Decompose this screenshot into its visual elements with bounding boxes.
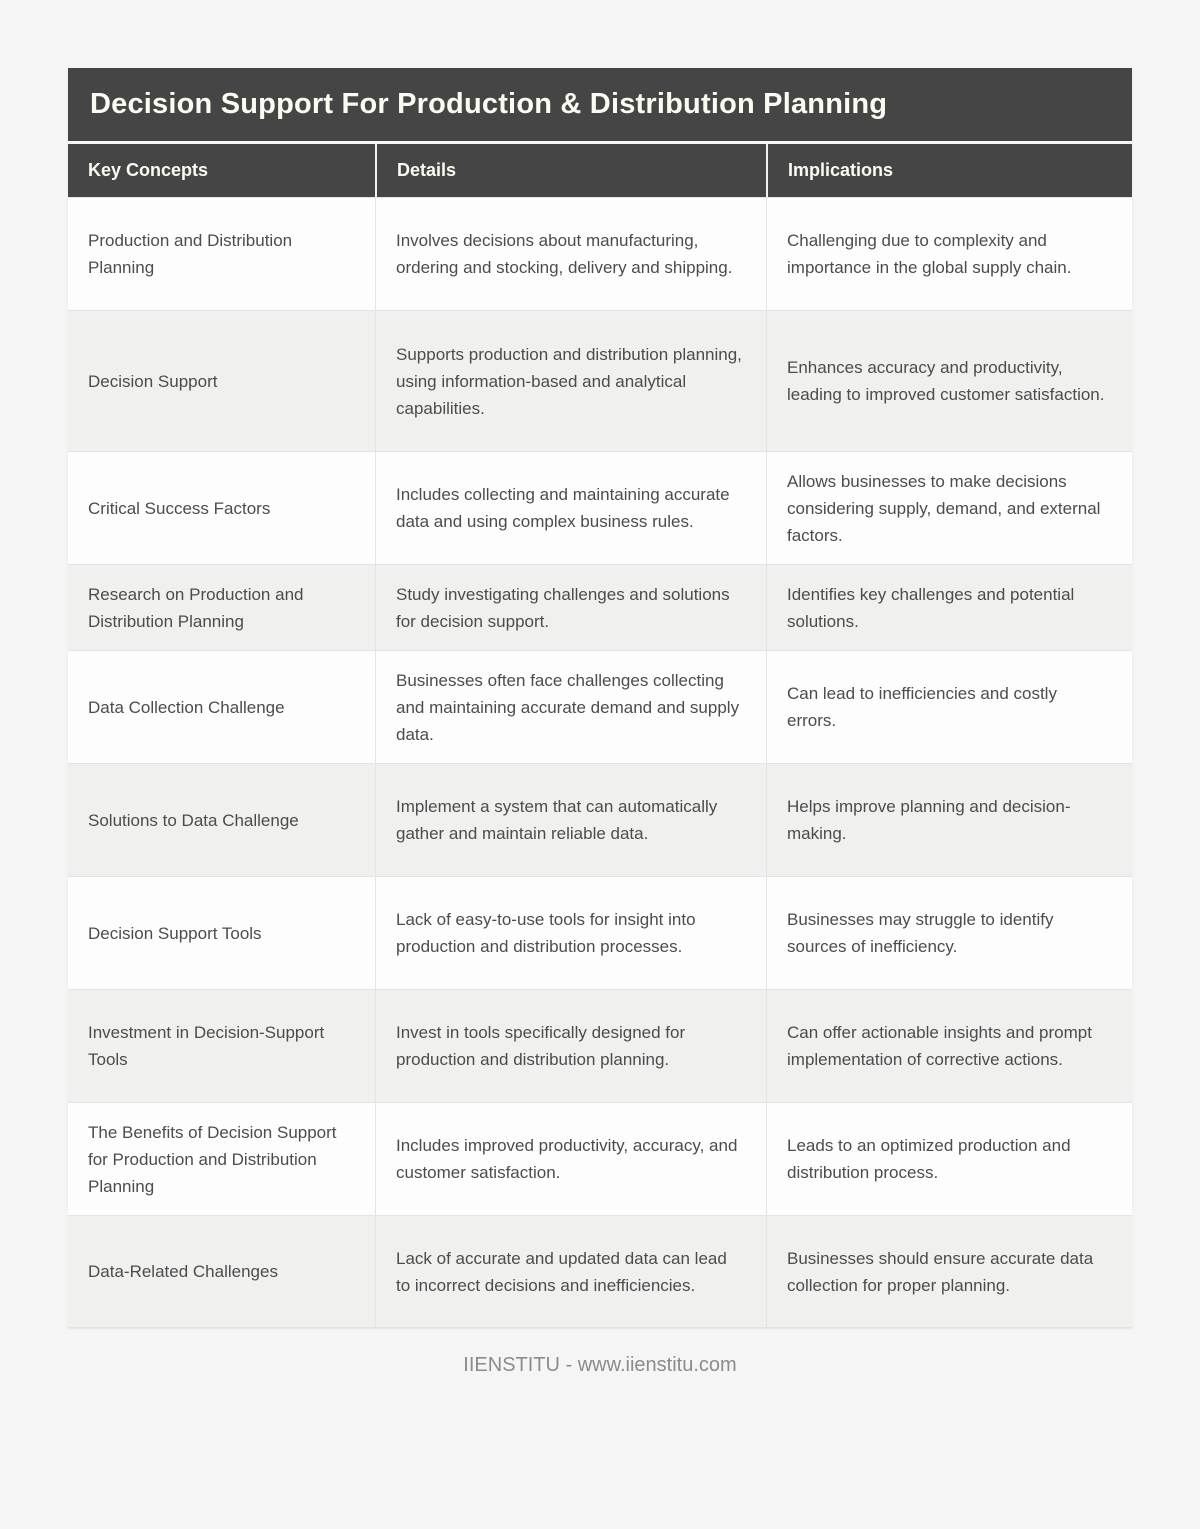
cell-key-concept [68,763,375,876]
column-header-details: Details [375,144,766,197]
cell-implications [766,564,1132,650]
cell-key-concept [68,1102,375,1215]
cell-details [375,1215,766,1328]
footer-credit: IIENSTITU - www.iienstitu.com [463,1354,737,1376]
cell-text: Decision Support Tools [88,923,262,943]
cell-text: Data Collection Challenge [88,697,285,717]
cell-details [375,989,766,1102]
table-row [68,876,1132,989]
cell-text: Critical Success Factors [88,498,271,518]
table-row [68,197,1132,310]
cell-text: Research on Production and Distribution Planning [88,584,304,631]
table-row [68,1215,1132,1328]
cell-implications [766,876,1132,989]
cell-text: Lack of easy-to-use tools for insight into production and distribution processes. [396,910,696,956]
cell-text: Data-Related Challenges [88,1262,278,1281]
table-header-row [68,144,1132,197]
cell-text: Identifies key challenges and potential solutions. [787,584,1075,631]
cell-details [375,763,766,876]
cell-text: Includes improved productivity, accuracy, and customer satisfaction. [396,1136,738,1182]
cell-details [375,876,766,989]
cell-text: Can lead to inefficiencies and costly errors. [787,684,1057,730]
cell-details [375,564,766,650]
table-row [68,1102,1132,1215]
cell-text: Businesses may struggle to identify sources of inefficiency. [787,910,1054,956]
table-row [68,451,1132,564]
cell-implications [766,310,1132,451]
table-row [68,310,1132,451]
cell-text: Investment in Decision-Support Tools [88,1023,325,1069]
cell-details [375,451,766,564]
cell-text: The Benefits of Decision Support for Production and Distribution Planning [88,1122,337,1196]
table-title: Decision Support For Production & Distribution Planning [68,68,1132,144]
cell-details [375,650,766,763]
cell-text: Businesses often face challenges collecting and maintaining accurate demand and supply data. [396,670,740,744]
cell-text: Allows businesses to make decisions considering supply, demand, and external factors. [787,471,1101,545]
cell-implications [766,650,1132,763]
cell-key-concept [68,989,375,1102]
cell-key-concept [68,451,375,564]
cell-implications [766,1215,1132,1328]
cell-details [375,197,766,310]
table-row [68,650,1132,763]
cell-text: Lack of accurate and updated data can lead to incorrect decisions and inefficiencies. [396,1248,727,1295]
column-header-key-concepts: Key Concepts [68,144,375,197]
cell-implications [766,989,1132,1102]
cell-text: Study investigating challenges and solutions for decision support. [396,584,730,631]
decision-support-table [68,68,1132,1328]
cell-text: Supports production and distribution planning, using information-based and analytical capabilities. [396,344,742,418]
cell-text: Solutions to Data Challenge [88,810,299,830]
cell-key-concept [68,650,375,763]
cell-text: Challenging due to complexity and importance in the global supply chain. [787,231,1072,277]
table-row [68,763,1132,876]
cell-text: Businesses should ensure accurate data collection for proper planning. [787,1248,1094,1295]
cell-key-concept [68,876,375,989]
cell-text: Implement a system that can automatically gather and maintain reliable data. [396,797,718,843]
cell-implications [766,763,1132,876]
table-row [68,564,1132,650]
cell-implications [766,1102,1132,1215]
cell-text: Production and Distribution Planning [88,231,293,277]
cell-text: Enhances accuracy and productivity, leading to improved customer satisfaction. [787,358,1105,404]
cell-text: Can offer actionable insights and prompt implementation of corrective actions. [787,1023,1092,1069]
cell-text: Decision Support [88,371,218,391]
cell-key-concept [68,1215,375,1328]
cell-text: Invest in tools specifically designed for production and distribution planning. [396,1023,686,1069]
cell-text: Involves decisions about manufacturing, ordering and stocking, delivery and shipping. [396,231,733,277]
cell-text: Includes collecting and maintaining accurate data and using complex business rules. [396,485,730,531]
cell-implications [766,197,1132,310]
cell-key-concept [68,197,375,310]
cell-key-concept [68,564,375,650]
table-row [68,989,1132,1102]
cell-implications [766,451,1132,564]
cell-key-concept [68,310,375,451]
cell-details [375,310,766,451]
cell-details [375,1102,766,1215]
cell-text: Helps improve planning and decision-making. [787,797,1071,843]
column-header-implications: Implications [766,144,1132,197]
cell-text: Leads to an optimized production and distribution process. [787,1136,1071,1182]
